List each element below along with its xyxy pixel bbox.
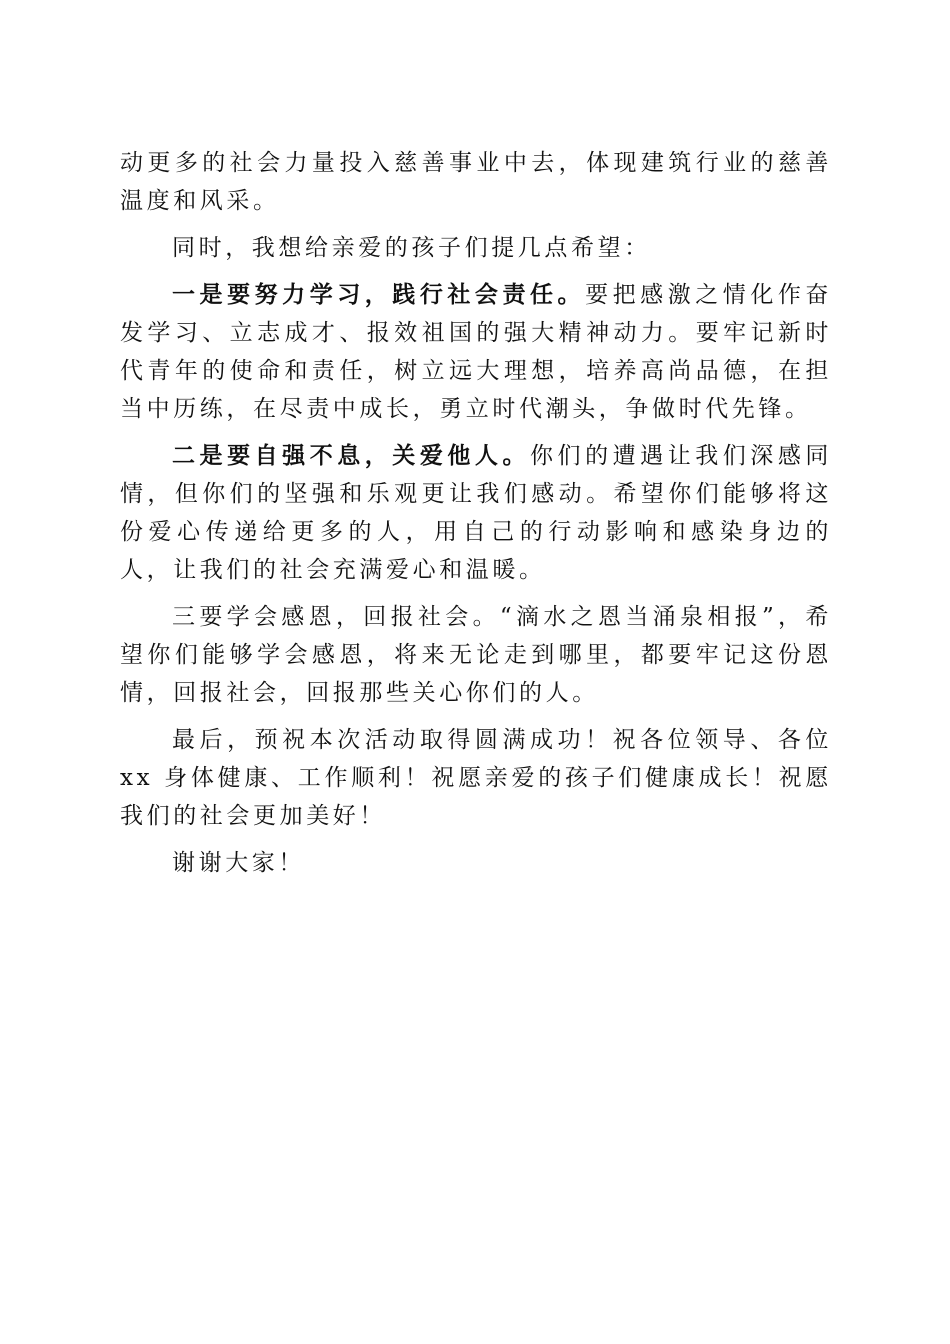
paragraph-text: 最后，预祝本次活动取得圆满成功！祝各位领导、各位 xx 身体健康、工作顺利！祝愿亲爱的孩子们健康成长！祝愿我们的社会更加美好！ [120,727,832,829]
paragraph-text: 你们的遭遇让我们深感同情，但你们的坚强和乐观更让我们感动。希望你们能够将这份爱心传递给更多的人，用自己的行动影响和感染身边的人，让我们的社会充满爱心和温暖。 [120,443,832,583]
paragraph-text: 同时，我想给亲爱的孩子们提几点希望： [172,235,651,261]
paragraph-hope-three [120,598,832,712]
paragraph-lead-bold: 一是要努力学习，践行社会责任。 [172,281,586,308]
paragraph-hopes-intro [120,229,832,267]
paragraph-text: 要把感激之情化作奋发学习、立志成才、报效祖国的强大精神动力。要牢记新时代青年的使命和责任，树立远大理想，培养高尚品德，在担当中历练，在尽责中成长，勇立时代潮头，争做时代先锋。 [120,282,833,422]
paragraph-text: 三要学会感恩，回报社会。“滴水之恩当涌泉相报”，希望你们能够学会感恩，将来无论走到哪里，都要牢记这份恩情，回报社会，回报那些关心你们的人。 [120,604,832,706]
paragraph-hope-two [120,437,832,589]
paragraph-continuation [120,144,832,220]
paragraph-closing-wishes [120,721,832,835]
document-body [120,144,832,891]
paragraph-text: 动更多的社会力量投入慈善事业中去，体现建筑行业的慈善温度和风采。 [120,150,832,214]
paragraph-lead-bold: 二是要自强不息，关爱他人。 [172,442,530,469]
paragraph-text: 谢谢大家！ [172,850,305,876]
paragraph-thanks [120,844,832,882]
paragraph-hope-one [120,276,832,428]
